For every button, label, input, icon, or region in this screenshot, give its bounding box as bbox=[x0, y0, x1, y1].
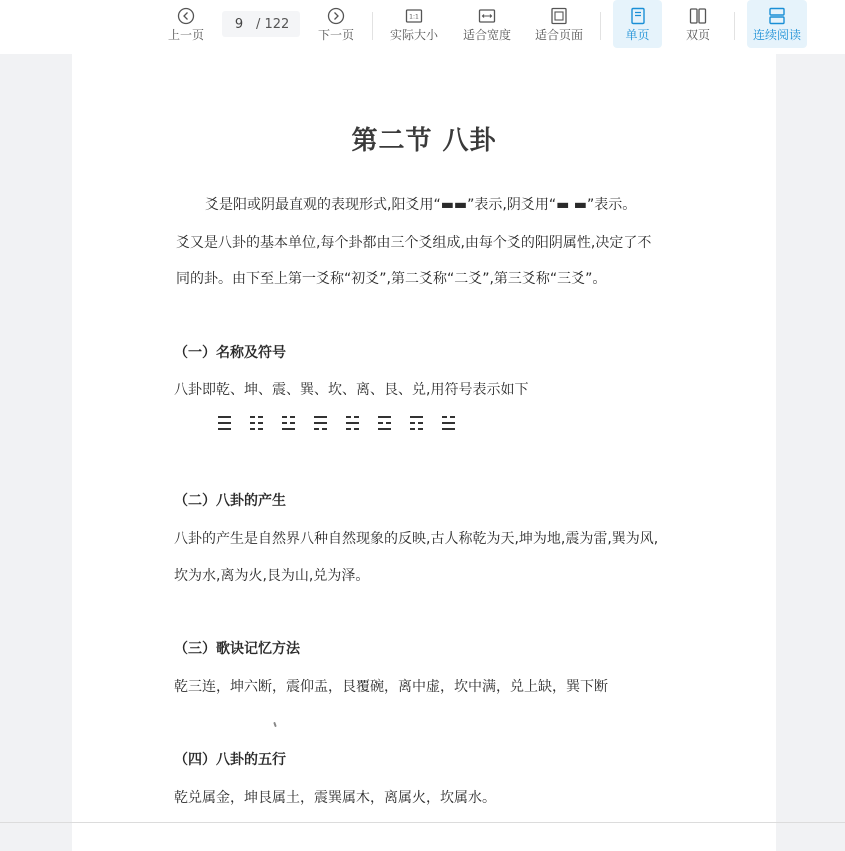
fit-width-label: 适合宽度 bbox=[462, 28, 511, 42]
toolbar-divider bbox=[600, 12, 601, 40]
double-page-icon bbox=[688, 6, 708, 26]
section-heading-mnemonic: （三）歌诀记忆方法 bbox=[174, 641, 300, 657]
trigram-kan-icon bbox=[346, 416, 359, 430]
bottom-divider bbox=[0, 822, 845, 823]
trigram-gen-icon bbox=[410, 416, 423, 430]
actual-size-button[interactable] bbox=[386, 0, 442, 48]
toolbar-divider bbox=[372, 12, 373, 40]
section-heading-origin: （二）八卦的产生 bbox=[174, 493, 286, 509]
prev-page-label: 上一页 bbox=[167, 28, 204, 42]
page-number-input[interactable] bbox=[222, 17, 256, 32]
intro-line-2: 爻又是八卦的基本单位,每个卦都由三个爻组成,由每个爻的阳阴属性,决定了不 bbox=[176, 235, 652, 251]
intro-line-1: 爻是阳或阴最直观的表现形式,阳爻用“▬▬”表示,阴爻用“▬ ▬”表示。 bbox=[205, 197, 637, 213]
continuous-reading-button[interactable] bbox=[747, 0, 807, 48]
trigram-qian-icon bbox=[218, 416, 231, 430]
chevron-left-circle-icon bbox=[176, 6, 196, 26]
section-mnemonic-text: 乾三连，坤六断，震仰盂，艮覆碗，离中虚，坎中满，兑上缺，巽下断 bbox=[174, 679, 608, 695]
prev-page-button[interactable] bbox=[164, 0, 208, 48]
toolbar-divider bbox=[734, 12, 735, 40]
trigram-kun-icon bbox=[250, 416, 263, 430]
single-page-icon bbox=[628, 6, 648, 26]
trigram-xun-icon bbox=[314, 416, 327, 430]
trigram-li-icon bbox=[378, 416, 391, 430]
single-page-button[interactable] bbox=[613, 0, 662, 48]
double-page-label: 双页 bbox=[685, 28, 710, 42]
fit-width-icon bbox=[477, 6, 497, 26]
svg-text:1:1: 1:1 bbox=[409, 13, 419, 21]
section-names-text: 八卦即乾、坤、震、巽、坎、离、艮、兑,用符号表示如下 bbox=[174, 382, 529, 398]
next-page-button[interactable] bbox=[314, 0, 358, 48]
fit-page-icon bbox=[549, 6, 569, 26]
intro-line-3: 同的卦。由下至上第一爻称“初爻”,第二爻称“二爻”,第三爻称“三爻”。 bbox=[176, 271, 607, 287]
fit-page-button[interactable] bbox=[530, 0, 588, 48]
toolbar bbox=[0, 0, 845, 54]
actual-size-label: 实际大小 bbox=[389, 28, 438, 42]
chevron-right-circle-icon bbox=[326, 6, 346, 26]
section-heading-names: （一）名称及符号 bbox=[174, 345, 286, 361]
document-page bbox=[72, 54, 776, 851]
continuous-reading-icon bbox=[767, 6, 787, 26]
page-total: / 122 bbox=[256, 16, 290, 32]
actual-size-icon bbox=[404, 6, 424, 26]
scan-speck bbox=[273, 722, 277, 727]
fit-page-label: 适合页面 bbox=[534, 28, 583, 42]
section-origin-line-1: 八卦的产生是自然界八种自然现象的反映,古人称乾为天,坤为地,震为雷,巽为风, bbox=[174, 531, 659, 547]
trigram-zhen-icon bbox=[282, 416, 295, 430]
trigram-dui-icon bbox=[442, 416, 455, 430]
next-page-label: 下一页 bbox=[317, 28, 354, 42]
page-title: 第二节 八卦 bbox=[351, 126, 497, 156]
fit-width-button[interactable] bbox=[458, 0, 516, 48]
double-page-button[interactable] bbox=[674, 0, 722, 48]
continuous-reading-label: 连续阅读 bbox=[752, 28, 801, 42]
trigram-symbols bbox=[218, 416, 455, 430]
page-number-box bbox=[222, 11, 300, 37]
single-page-label: 单页 bbox=[625, 28, 650, 42]
section-heading-five-elements: （四）八卦的五行 bbox=[174, 752, 286, 768]
section-origin-line-2: 坎为水,离为火,艮为山,兑为泽。 bbox=[174, 568, 370, 584]
section-five-elements-text: 乾兑属金，坤艮属土，震巽属木，离属火，坎属水。 bbox=[174, 790, 496, 806]
